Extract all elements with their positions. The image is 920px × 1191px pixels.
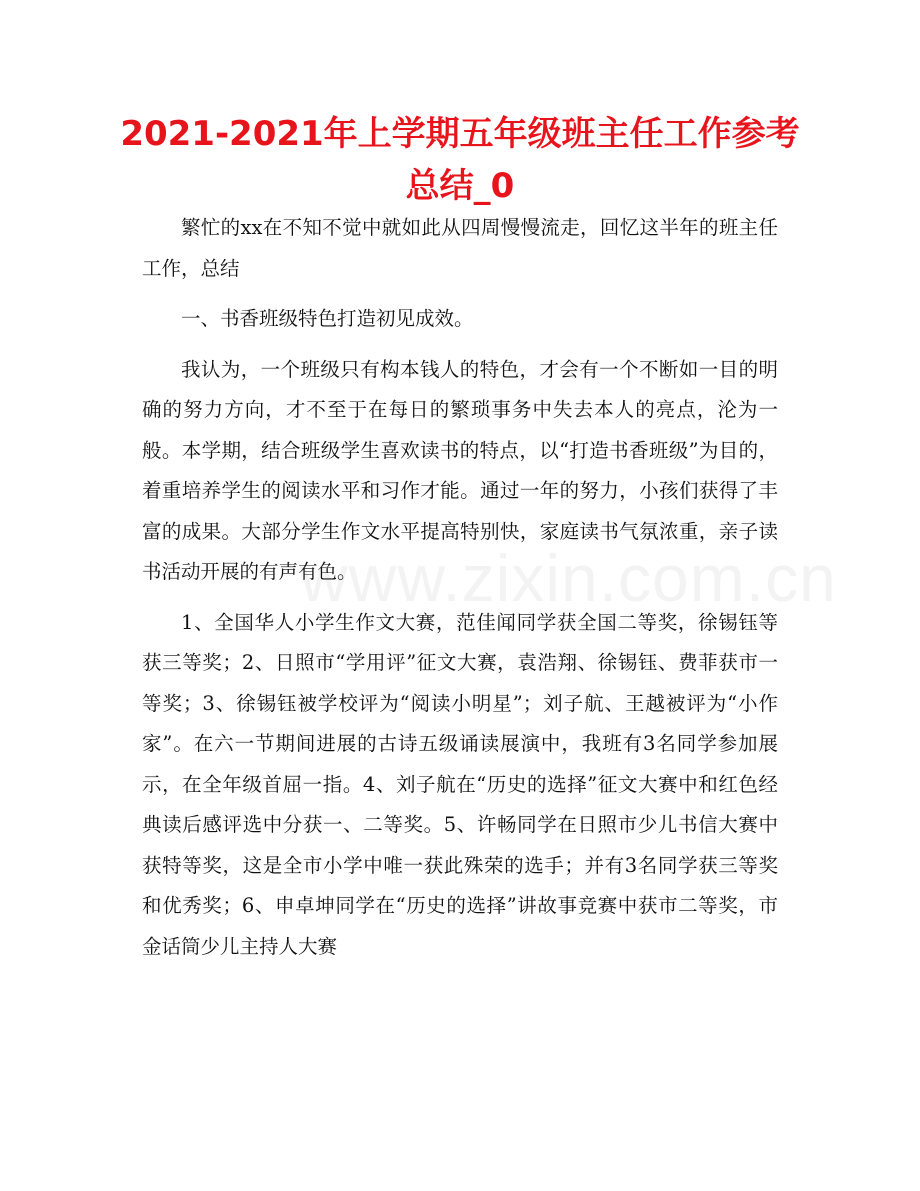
document-title: 2021-2021年上学期五年级班主任工作参考总结_0 (120, 114, 800, 206)
paragraph-body: 我认为，一个班级只有构本钱人的特色，才会有一个不断如一目的明确的努力方向，才不至于在每日的繁琐事务中失去本人的亮点，沦为一般。本学期，结合班级学生喜欢读书的特点，以“打造书香班级”为目的，着重培养学生的阅读水平和习作才能。通过一年的努力，小孩们获得了丰富的成果。大部分学生作文水平提高特别快，家庭读书气氛浓重，亲子读书活动开展的有声有色。 (142, 357, 778, 583)
paragraph-intro: 繁忙的xx在不知不觉中就如此从四周慢慢流走，回忆这半年的班主任工作，总结 (142, 216, 778, 280)
document-body (142, 208, 837, 977)
watermark-text: www.zixin.com.cn (300, 541, 837, 615)
paragraph-achievements: 1、全国华人小学生作文大赛，范佳闻同学获全国二等奖，徐锡钰等获三等奖；2、日照市“学用评”征文大赛，袁浩翔、徐锡钰、费菲获市一等奖；3、徐锡钰被学校评为“阅读小明星”；刘子航、王越被评为“小作家”。在六一节期间进展的古诗五级诵读展演中，我班有3名同学参加展示，在全年级首屈一指。4、刘子航在“历史的选择”征文大赛中和红色经典读后感评选中分获一、二等奖。5、许畅同学在日照市少儿书信大赛中获特等奖，这是全市小学中唯一获此殊荣的选手；并有3名同学获三等奖和优秀奖；6、申卓坤同学在“历史的选择”讲故事竞赛中获市二等奖，市金话筒少儿主持人大赛 (142, 610, 778, 958)
paragraph-section-heading: 一、书香班级特色打造初见成效。 (181, 307, 474, 330)
